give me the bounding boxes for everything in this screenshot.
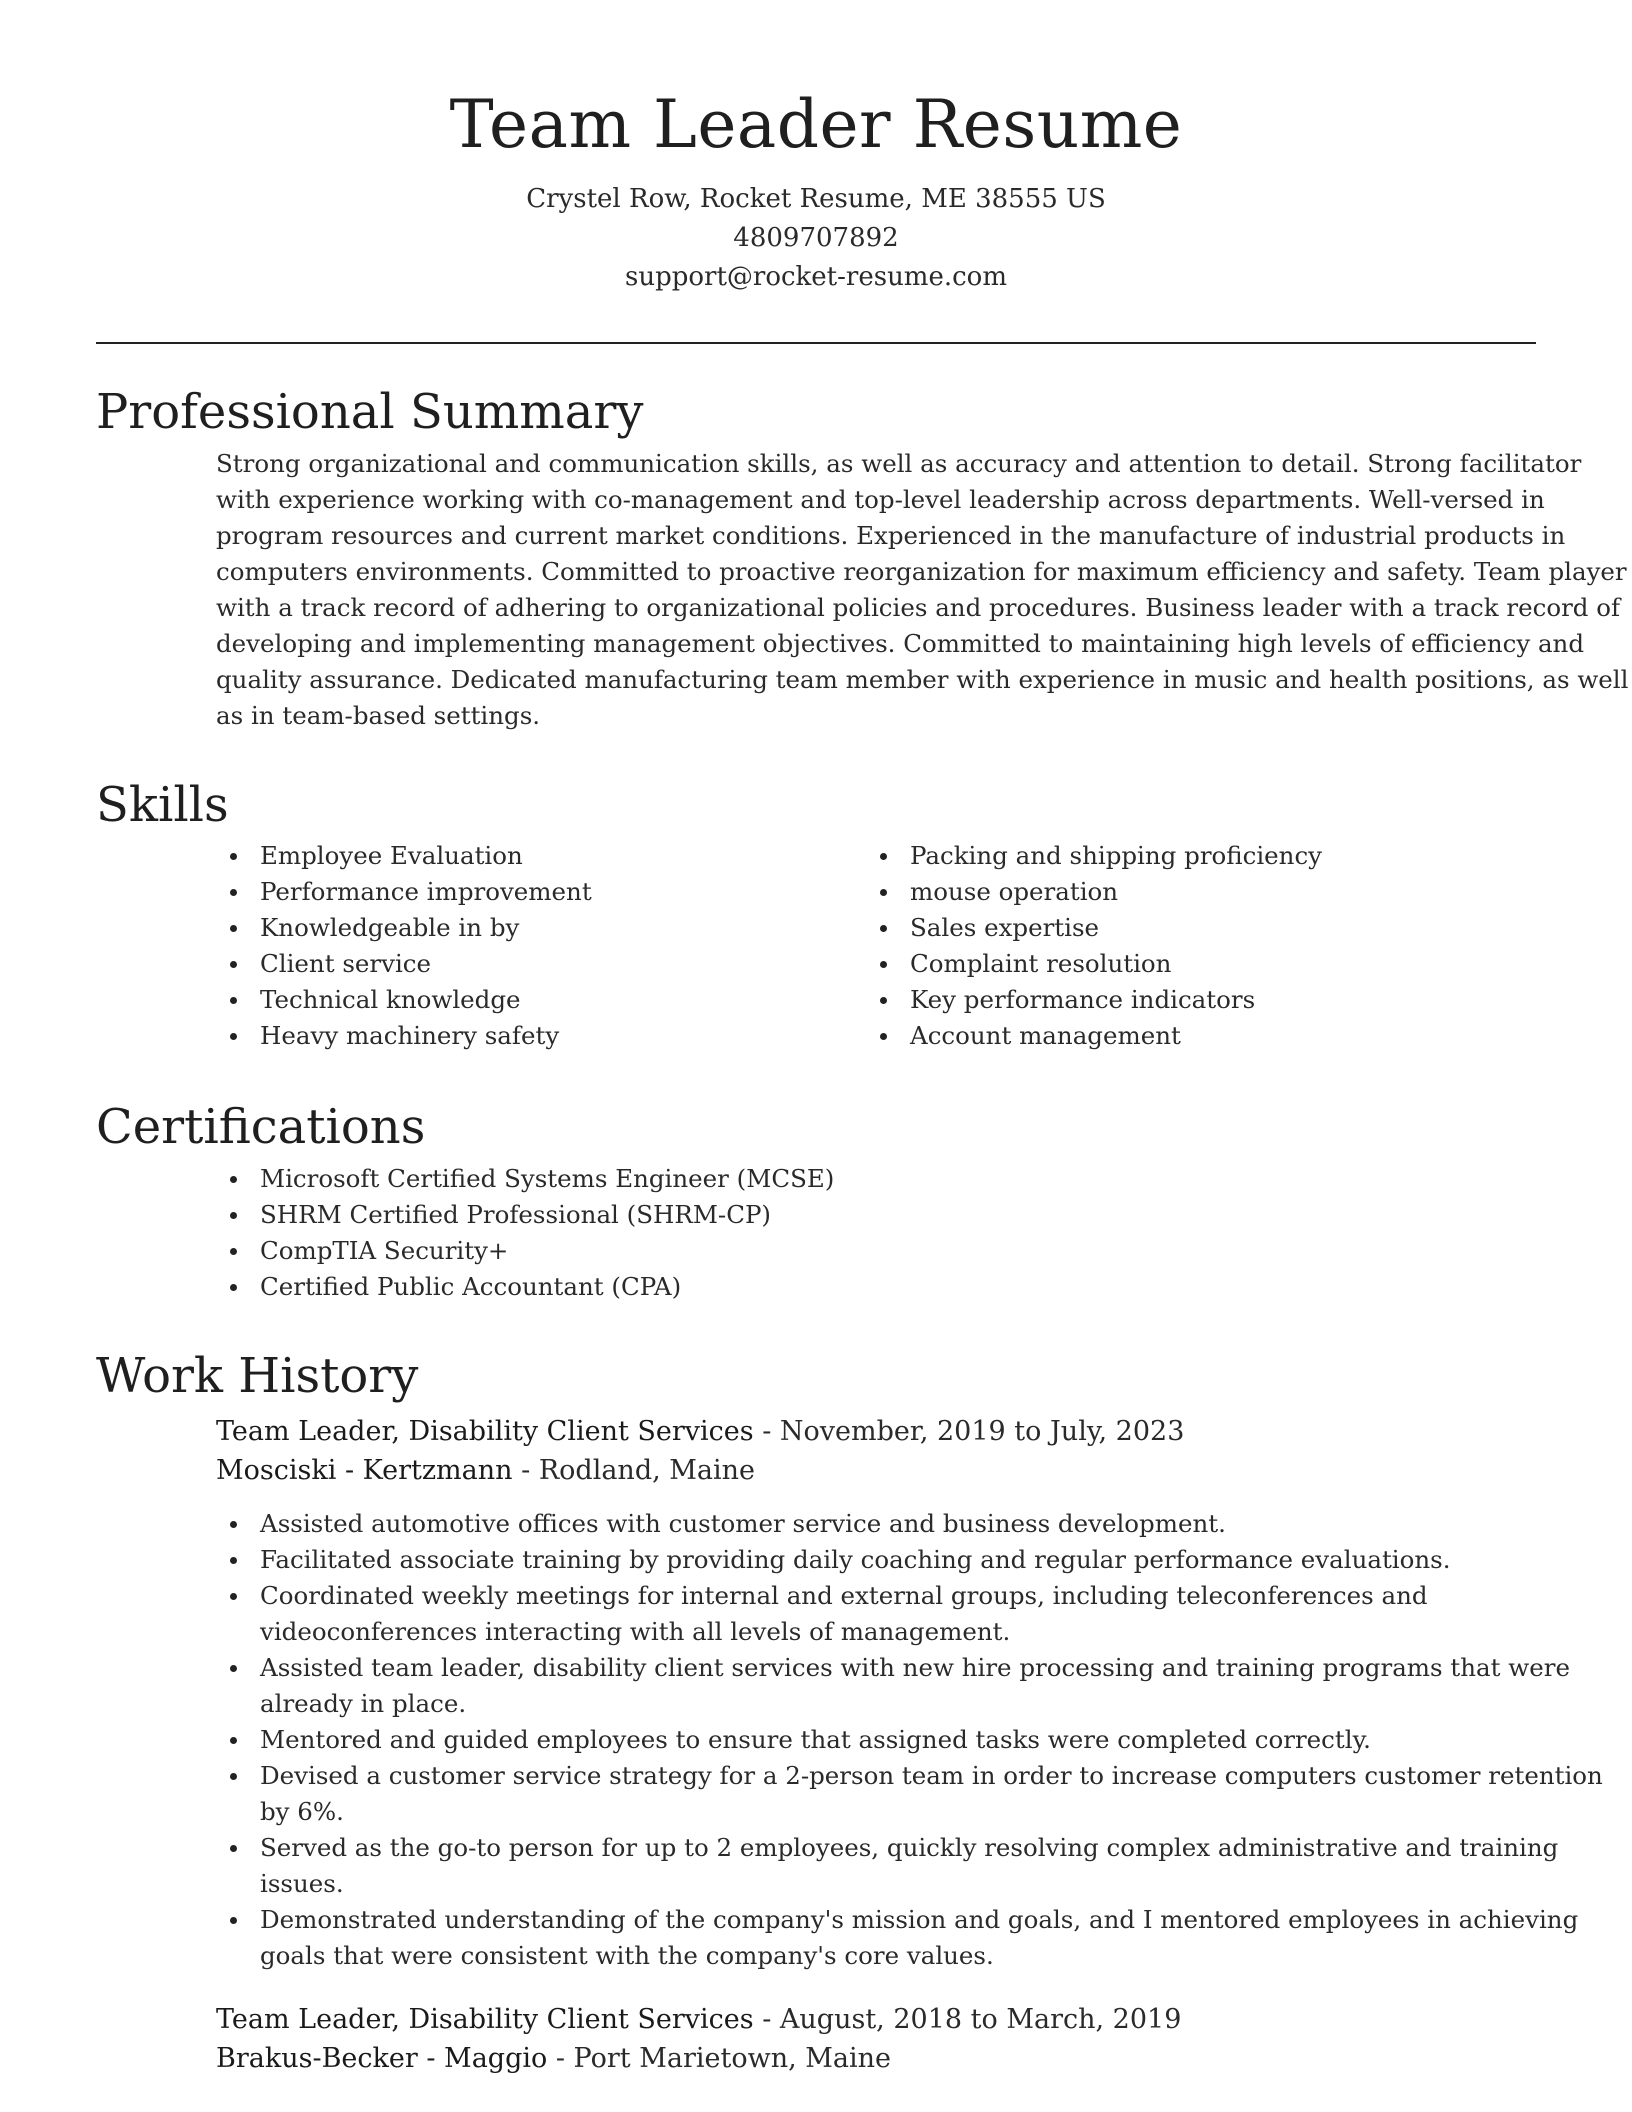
bullet-icon — [880, 889, 887, 896]
certifications-list — [216, 1161, 1632, 1305]
bullet-icon — [230, 925, 237, 932]
list-item — [216, 1506, 1632, 1542]
certification-label: Certified Public Accountant (CPA) — [260, 1272, 682, 1301]
job-bullet-text: Devised a customer service strategy for a 2-person team in order to increase computers customer retention by 6%. — [260, 1761, 1603, 1826]
summary-text: Strong organizational and communication skills, as well as accuracy and attention to detail. Strong facilitator with experience working with co-management and top-level leadership across departments. Well-versed in program resources and current market conditions. Experienced in the manufacture of industrial products in computers environments. Committed to proactive reorganization for maximum efficiency and safety. Team player with a track record of adhering to organizational policies and procedures. Business leader with a track record of developing and implementing management objectives. Committed to maintaining high levels of efficiency and quality assurance. Dedicated manufacturing team member with experience in music and health positions, as well as in team-based settings. — [216, 449, 1629, 730]
bullet-icon — [230, 997, 237, 1004]
list-item — [866, 910, 1516, 946]
job-bullet-text: Coordinated weekly meetings for internal and external groups, including teleconferences and videoconferences interacting with all levels of management. — [260, 1581, 1428, 1646]
list-item — [216, 1197, 1632, 1233]
list-item — [216, 874, 866, 910]
list-item — [866, 874, 1516, 910]
bullet-icon — [230, 889, 237, 896]
job-dates: - August, 2018 to March, 2019 — [753, 2004, 1182, 2035]
bullet-icon — [230, 1557, 237, 1564]
skill-label: Account management — [910, 1021, 1181, 1050]
bullet-icon — [880, 1033, 887, 1040]
skills-list-left — [216, 838, 866, 1054]
skill-label: Technical knowledge — [260, 985, 521, 1014]
contact-info — [96, 180, 1536, 297]
job-location: - Port Marietown, Maine — [547, 2043, 892, 2074]
job-entry — [96, 2000, 1536, 2078]
skill-label: Heavy machinery safety — [260, 1021, 560, 1050]
contact-address: Crystel Row, Rocket Resume, ME 38555 US — [526, 184, 1106, 214]
bullet-icon — [230, 1737, 237, 1744]
skill-label: Key performance indicators — [910, 985, 1256, 1014]
list-item — [216, 1830, 1632, 1902]
skills-columns — [216, 838, 1516, 1054]
list-item — [216, 1161, 1632, 1197]
job-bullet-text: Facilitated associate training by providing daily coaching and regular performance evaluations. — [260, 1545, 1451, 1574]
work-history-heading: Work History — [96, 1348, 419, 1404]
job-company-line — [216, 2039, 1536, 2078]
certification-label: Microsoft Certified Systems Engineer (MCSE) — [260, 1164, 835, 1193]
header-divider — [96, 342, 1536, 344]
list-item — [216, 1650, 1632, 1722]
job-bullet-text: Demonstrated understanding of the company's mission and goals, and I mentored employees in achieving goals that were consistent with the company's core values. — [260, 1905, 1579, 1970]
bullet-icon — [230, 1284, 237, 1291]
bullet-icon — [230, 1033, 237, 1040]
bullet-icon — [230, 1521, 237, 1528]
certifications-heading: Certifications — [96, 1099, 426, 1155]
list-item — [216, 1018, 866, 1054]
summary-heading: Professional Summary — [96, 384, 644, 440]
list-item — [216, 982, 866, 1018]
list-item — [216, 1758, 1632, 1830]
bullet-icon — [230, 1845, 237, 1852]
list-item — [216, 1269, 1632, 1305]
bullet-icon — [230, 1773, 237, 1780]
job-role: Team Leader, Disability Client Services — [216, 1416, 754, 1447]
list-item — [216, 1578, 1632, 1650]
list-item — [866, 838, 1516, 874]
list-item — [866, 982, 1516, 1018]
certifications-section — [96, 1097, 1536, 1305]
skills-column-left — [216, 838, 866, 1054]
job-company-line — [216, 1451, 1536, 1490]
resume-header — [96, 80, 1536, 297]
contact-phone: 4809707892 — [733, 223, 899, 253]
bullet-icon — [230, 1665, 237, 1672]
skills-section — [96, 775, 1536, 1054]
skills-list-right — [866, 838, 1516, 1054]
job-bullet-text: Served as the go-to person for up to 2 employees, quickly resolving complex administrative and training issues. — [260, 1833, 1559, 1898]
list-item — [216, 1722, 1632, 1758]
certification-label: SHRM Certified Professional (SHRM-CP) — [260, 1200, 771, 1229]
job-company: Mosciski - Kertzmann — [216, 1455, 513, 1486]
bullet-icon — [880, 925, 887, 932]
bullet-icon — [230, 1176, 237, 1183]
list-item — [216, 838, 866, 874]
bullet-icon — [880, 997, 887, 1004]
bullet-icon — [230, 1212, 237, 1219]
job-bullet-text: Assisted automotive offices with customer service and business development. — [260, 1509, 1226, 1538]
job-dates: - November, 2019 to July, 2023 — [753, 1416, 1185, 1447]
skill-label: Performance improvement — [260, 877, 592, 906]
skill-label: Client service — [260, 949, 432, 978]
resume-title: Team Leader Resume — [449, 86, 1183, 163]
contact-email: support@rocket-resume.com — [624, 262, 1007, 292]
list-item — [866, 946, 1516, 982]
certifications-list-wrap — [216, 1161, 1632, 1305]
summary-section — [96, 382, 1629, 734]
job-bullet-text: Mentored and guided employees to ensure that assigned tasks were completed correctly. — [260, 1725, 1371, 1754]
bullet-icon — [230, 1917, 237, 1924]
bullet-icon — [230, 853, 237, 860]
skill-label: Employee Evaluation — [260, 841, 523, 870]
certification-label: CompTIA Security+ — [260, 1236, 509, 1265]
skill-label: mouse operation — [910, 877, 1119, 906]
skill-label: Knowledgeable in by — [260, 913, 520, 942]
job-role: Team Leader, Disability Client Services — [216, 2004, 754, 2035]
bullet-icon — [230, 1248, 237, 1255]
skills-column-right — [866, 838, 1516, 1054]
skill-label: Packing and shipping proficiency — [910, 841, 1323, 870]
job-title-line — [216, 1412, 1536, 1451]
skill-label: Sales expertise — [910, 913, 1100, 942]
list-item — [866, 1018, 1516, 1054]
bullet-icon — [230, 961, 237, 968]
list-item — [216, 1233, 1632, 1269]
job-bullets — [216, 1506, 1632, 1974]
bullet-icon — [880, 961, 887, 968]
list-item — [216, 1902, 1632, 1974]
list-item — [216, 910, 866, 946]
skills-heading: Skills — [96, 777, 229, 833]
job-company: Brakus-Becker - Maggio — [216, 2043, 548, 2074]
bullet-icon — [880, 853, 887, 860]
list-item — [216, 946, 866, 982]
job-bullet-text: Assisted team leader, disability client services with new hire processing and training programs that were already in place. — [260, 1653, 1570, 1718]
job-bullets-wrap — [216, 1506, 1632, 1974]
job-location: - Rodland, Maine — [512, 1455, 756, 1486]
bullet-icon — [230, 1593, 237, 1600]
job-title-line — [216, 2000, 1536, 2039]
skill-label: Complaint resolution — [910, 949, 1172, 978]
work-history-section — [96, 1346, 1603, 2078]
job-entry — [96, 1412, 1603, 1974]
list-item — [216, 1542, 1632, 1578]
